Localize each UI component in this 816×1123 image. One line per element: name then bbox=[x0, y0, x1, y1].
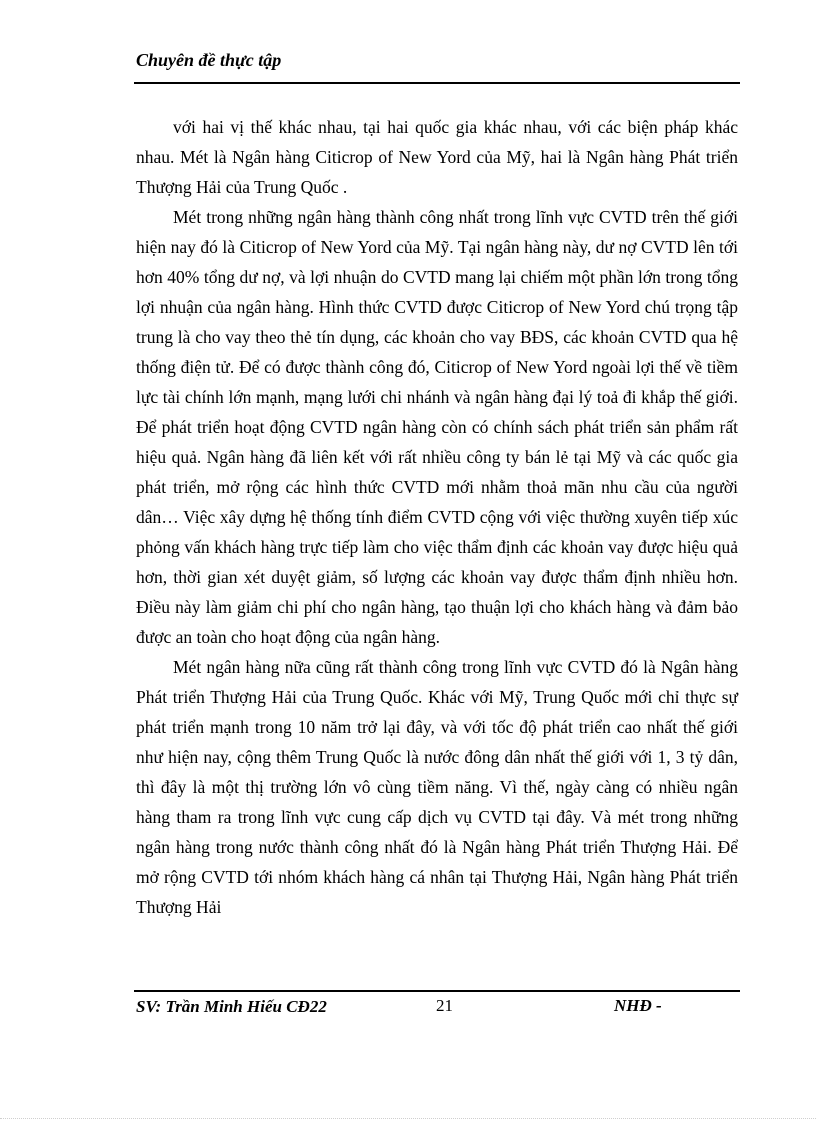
paragraph: Mét trong những ngân hàng thành công nhất trong lĩnh vực CVTD trên thế giới hiện nay đó là Citicrop of New Yord của Mỹ. Tại ngân hàng này, dư nợ CVTD lên tới hơn 40% tổng dư nợ, và lợi nhuận do CVTD mang lại chiếm một phần lớn trong tổng lợi nhuận của ngân hàng. Hình thức CVTD được Citicrop of New Yord chú trọng tập trung là cho vay theo thẻ tín dụng, các khoản cho vay BĐS, các khoản CVTD qua hệ thống điện tử. Để có được thành công đó, Citicrop of New Yord ngoài lợi thế về tiềm lực tài chính lớn mạnh, mạng lưới chi nhánh và ngân hàng đại lý toả đi khắp thế giới. Để phát triển hoạt động CVTD ngân hàng còn có chính sách phát triển sản phẩm rất hiệu quả. Ngân hàng đã liên kết với rất nhiều công ty bán lẻ tại Mỹ và các quốc gia phát triển, mở rộng các hình thức CVTD mới nhằm thoả mãn nhu cầu của người dân… Việc xây dựng hệ thống tính điểm CVTD cộng với việc thường xuyên tiếp xúc phỏng vấn khách hàng trực tiếp làm cho việc thẩm định các khoản vay được hiệu quả hơn, thời gian xét duyệt giảm, số lượng các khoản vay được thẩm định nhiều hơn. Điều này làm giảm chi phí cho ngân hàng, tạo thuận lợi cho khách hàng và đảm bảo được an toàn cho hoạt động của ngân hàng. bbox=[136, 207, 738, 647]
paragraph: Mét ngân hàng nữa cũng rất thành công trong lĩnh vực CVTD đó là Ngân hàng Phát triển Thượng Hải của Trung Quốc. Khác với Mỹ, Trung Quốc mới chỉ thực sự phát triển mạnh trong 10 năm trở lại đây, và với tốc độ phát triển cao nhất thế giới như hiện nay, cộng thêm Trung Quốc là nước đông dân nhất thế giới với 1, 3 tỷ dân, thì đây là một thị trường lớn vô cùng tiềm năng. Vì thế, ngày càng có nhiều ngân hàng tham ra trong lĩnh vực cung cấp dịch vụ CVTD tại đây. Và mét trong những ngân hàng trong nước thành công nhất đó là Ngân hàng Phát triển Thượng Hải. Để mở rộng CVTD tới nhóm khách hàng cá nhân tại Thượng Hải, Ngân hàng Phát triển Thượng Hải bbox=[136, 657, 738, 917]
paragraph: với hai vị thế khác nhau, tại hai quốc gia khác nhau, với các biện pháp khác nhau. Mét là Ngân hàng Citicrop of New Yord của Mỹ, hai là Ngân hàng Phát triển Thượng Hải của Trung Quốc . bbox=[136, 117, 738, 197]
footer-unit: NHĐ - bbox=[614, 996, 662, 1015]
footer-divider bbox=[134, 990, 740, 992]
header-divider bbox=[134, 82, 740, 84]
page-header-title: Chuyên đề thực tập bbox=[136, 50, 282, 70]
page-number: 21 bbox=[436, 996, 453, 1015]
document-body bbox=[136, 112, 738, 922]
page-edge-divider bbox=[0, 1118, 816, 1119]
footer-author: SV: Trần Minh Hiếu CĐ22 bbox=[136, 997, 327, 1016]
